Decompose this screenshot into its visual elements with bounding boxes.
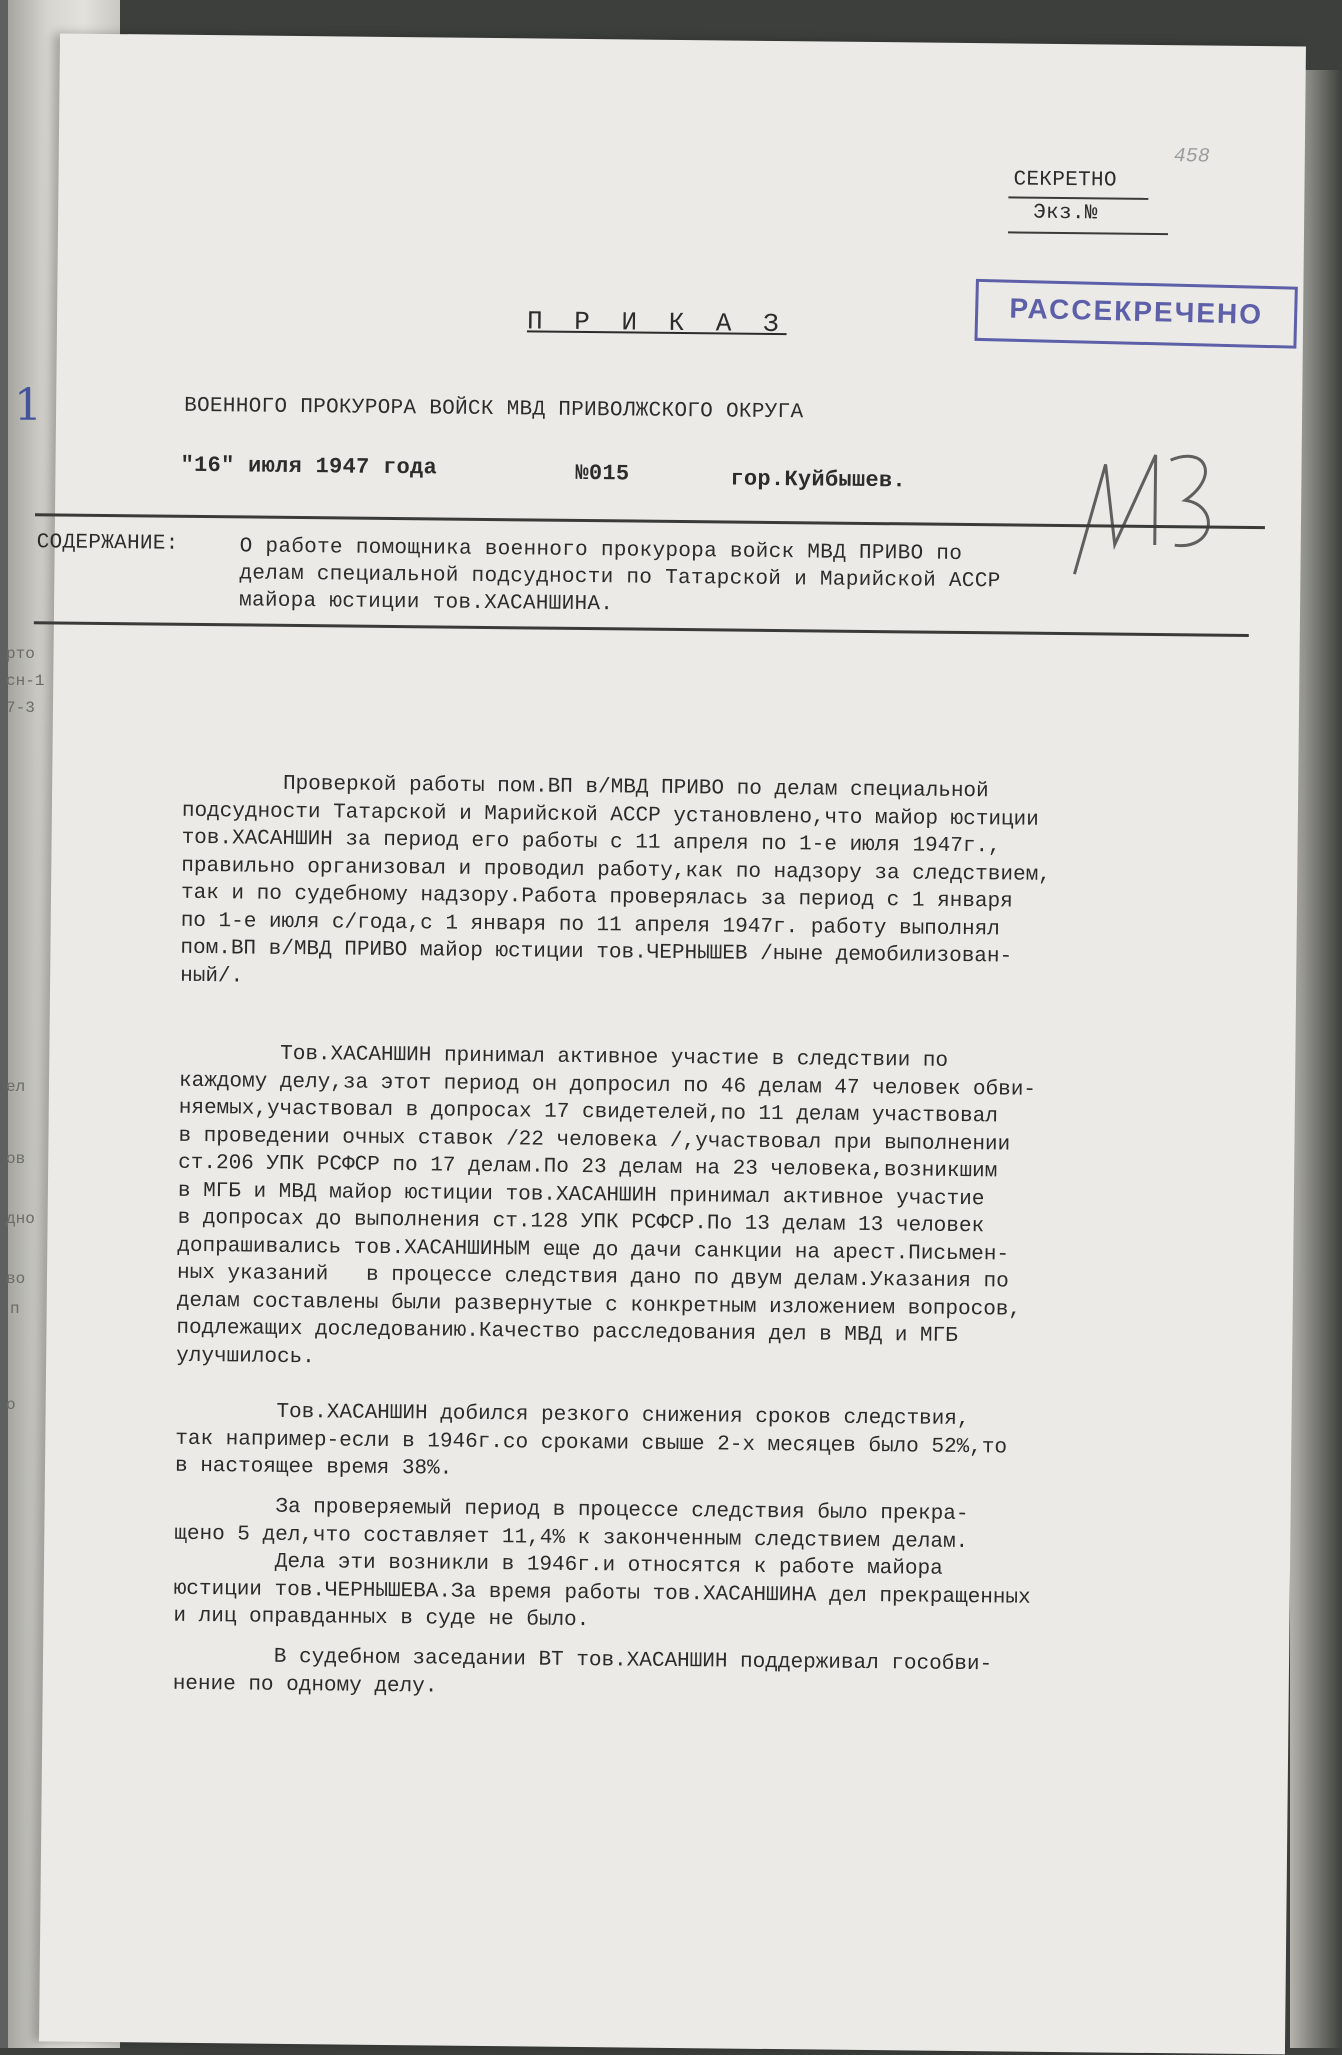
body-line: подсудности Татарской и Марийской АССР установлено,что майор юстиции	[181, 799, 1039, 832]
issuer-line: ВОЕННОГО ПРОКУРОРА ВОЙСК МВД ПРИВОЛЖСКОГО ОКРУГА	[184, 394, 804, 425]
subject-line-3: майора юстиции тов.ХАСАНШИНА.	[238, 589, 614, 617]
body-line: в допросах до выполнения ст.128 УПК РСФСР.По 13 делам 13 человек	[177, 1206, 985, 1239]
classification-underline	[1008, 196, 1148, 199]
body-line: Тов.ХАСАНШИН добился резкого снижения сроков следствия,	[175, 1399, 970, 1432]
body-line: так и по судебному надзору.Работа проверялась за период с 1 января	[180, 881, 1013, 914]
body-line: пом.ВП в/МВД ПРИВО майор юстиции тов.ЧЕРНЫШЕВ /ныне демобилизован-	[180, 936, 1013, 969]
body-line: в МГБ и МВД майор юстиции тов.ХАСАНШИН принимал активное участие	[177, 1179, 985, 1211]
body-line: щено 5 дел,что составляет 11,4% к законченным следствием делам.	[174, 1522, 969, 1554]
paragraph-4	[173, 1493, 1304, 1642]
paragraph-2	[176, 1040, 1309, 1382]
margin-fragment: п	[10, 1300, 20, 1318]
declassified-stamp: РАССЕКРЕЧЕНО	[974, 279, 1297, 349]
body-line: допрашивались тов.ХАСАНШИНЫМ еще до дачи санкции на арест.Письмен-	[177, 1234, 1010, 1266]
margin-fragment: 7-3	[6, 699, 35, 717]
body-line: За проверяемый период в процессе следствия было прекра-	[174, 1494, 969, 1527]
body-line: нение по одному делу.	[172, 1672, 438, 1699]
body-line: Дела эти возникли в 1946г.и относятся к работе майора	[173, 1549, 943, 1581]
body-line: няемых,участвовал в допросах 17 свидетелей,по 11 делам участвовал	[178, 1096, 999, 1129]
pencil-signature	[1054, 424, 1226, 596]
signature-text: ИЗ	[1074, 511, 1095, 530]
margin-fragment: сн-1	[6, 672, 45, 690]
document-place: гор.Куйбышев.	[730, 466, 907, 494]
body-line: ный/.	[180, 964, 244, 988]
body-line: улучшилось.	[176, 1344, 315, 1369]
body-line: каждому делу,за этот период он допросил по 46 делам 47 человек обви-	[178, 1069, 1037, 1102]
margin-fragment: ов	[6, 1150, 26, 1168]
body-line: делам составлены были развернутые с конкретным изложением вопросов,	[176, 1289, 1022, 1322]
paragraph-5	[173, 1643, 1304, 1710]
body-line: В судебном заседании ВТ тов.ХАСАНШИН поддерживал гособви-	[172, 1644, 993, 1677]
margin-fragment: рто	[6, 645, 35, 663]
binder-spine	[0, 0, 8, 2048]
body-line: тов.ХАСАНШИН за период его работы с 11 апреля по 1-е июля 1947г.,	[181, 826, 1001, 859]
body-line: по 1-е июля с/года,с 1 января по 11 апреля 1947г. работу выполнял	[180, 909, 1000, 941]
body-line: ных указаний в процессе следствия дано по двум делам.Указания по	[176, 1261, 1009, 1294]
body-line: так например-если в 1946г.со сроками свыше 2-х месяцев было 52%,то	[175, 1427, 1008, 1459]
margin-fragment: о	[6, 1396, 16, 1414]
margin-fragment: дно	[6, 1210, 35, 1228]
body-line: Проверкой работы пом.ВП в/МВД ПРИВО по делам специальной	[182, 771, 989, 804]
paragraph-1	[180, 770, 1312, 1002]
body-line: юстиции тов.ЧЕРНЫШЕВА.За время работы тов.ХАСАНШИНА дел прекращенных	[173, 1577, 1031, 1610]
document-title: П Р И К А З	[526, 306, 787, 340]
archive-pencil-number: 458	[1173, 145, 1210, 169]
margin-fragment: во	[6, 1270, 26, 1288]
classification-label: СЕКРЕТНО	[1013, 168, 1117, 193]
document-number: №015	[575, 460, 630, 487]
document-sheet	[36, 33, 1306, 2054]
body-line: в проведении очных ставок /22 человека /,участвовал при выполнении	[178, 1124, 1011, 1156]
subject-line-2: делам специальной подсудности по Татарской и Марийской АССР	[239, 562, 1001, 594]
margin-fragment: ел	[6, 1078, 26, 1096]
subject-line-1: О работе помощника военного прокурора войск МВД ПРИВО по	[239, 535, 963, 566]
subject-label: СОДЕРЖАНИЕ:	[36, 531, 179, 556]
body-line: Тов.ХАСАНШИН принимал активное участие в следствии по	[179, 1041, 949, 1073]
body-line: правильно организовал и проводил работу,как по надзору за следствием,	[181, 854, 1051, 887]
subject-rule-bottom	[34, 621, 1249, 637]
document-date: "16" июля 1947 года	[180, 452, 438, 481]
margin-blue-mark: 1	[14, 380, 42, 431]
body-line: ст.206 УПК РСФСР по 17 делам.По 23 делам на 23 человека,возникшим	[178, 1151, 998, 1184]
paragraph-3	[175, 1398, 1306, 1492]
body-line: в настоящее время 38%.	[174, 1454, 453, 1481]
copy-number-label: Экз.№	[1033, 201, 1098, 226]
body-line: и лиц оправданных в суде не было.	[173, 1604, 590, 1633]
body-line: подлежащих доследованию.Качество расследования дел в МВД и МГБ	[176, 1316, 958, 1348]
copy-number-underline	[1008, 231, 1168, 235]
